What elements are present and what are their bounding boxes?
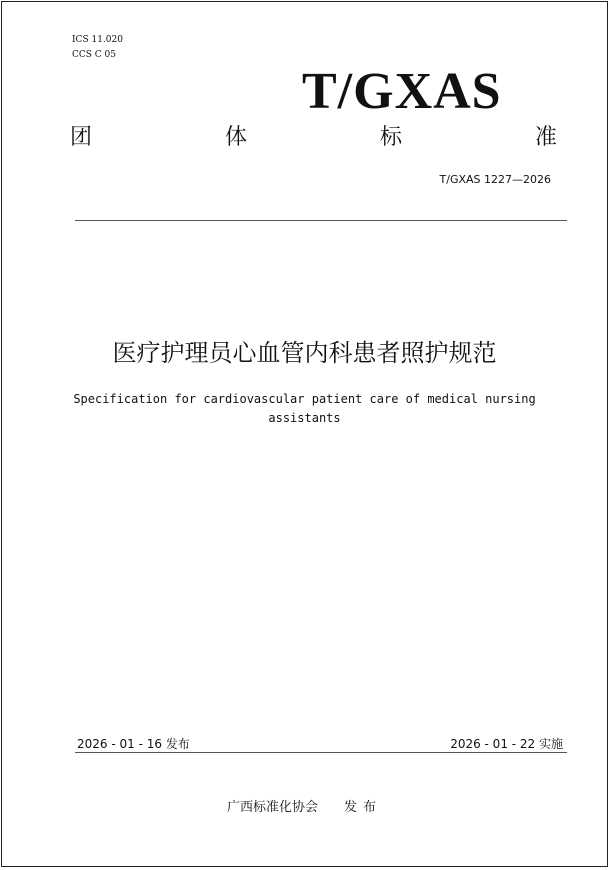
ics-code: ICS 11.020: [72, 35, 123, 45]
standard-type-heading: [70, 125, 557, 151]
implementation-date: 2026 - 01 - 22 实施: [450, 737, 563, 751]
publisher-line: [2, 796, 607, 815]
standard-type-char: 标: [379, 125, 402, 150]
publisher-action: 发布: [344, 800, 383, 815]
title-chinese: 医疗护理员心血管内科患者照护规范: [112, 339, 497, 367]
standard-type-char: 团: [70, 125, 93, 150]
title-english: Specification for cardiovascular patient care of medical nursing assistants: [73, 392, 536, 425]
standard-type-char: 体: [224, 125, 247, 150]
bottom-divider: [75, 752, 567, 753]
ccs-code: CCS C 05: [72, 50, 116, 60]
top-divider: [75, 220, 567, 221]
publisher-org: 广西标准化协会: [226, 800, 318, 815]
standard-number: T/GXAS 1227—2026: [439, 173, 551, 186]
standard-logo: T/GXAS: [302, 63, 502, 120]
classification-codes: [72, 33, 123, 63]
issue-date: 2026 - 01 - 16 发布: [77, 737, 190, 751]
standard-type-char: 准: [534, 125, 557, 150]
standard-cover-page: [1, 1, 608, 867]
